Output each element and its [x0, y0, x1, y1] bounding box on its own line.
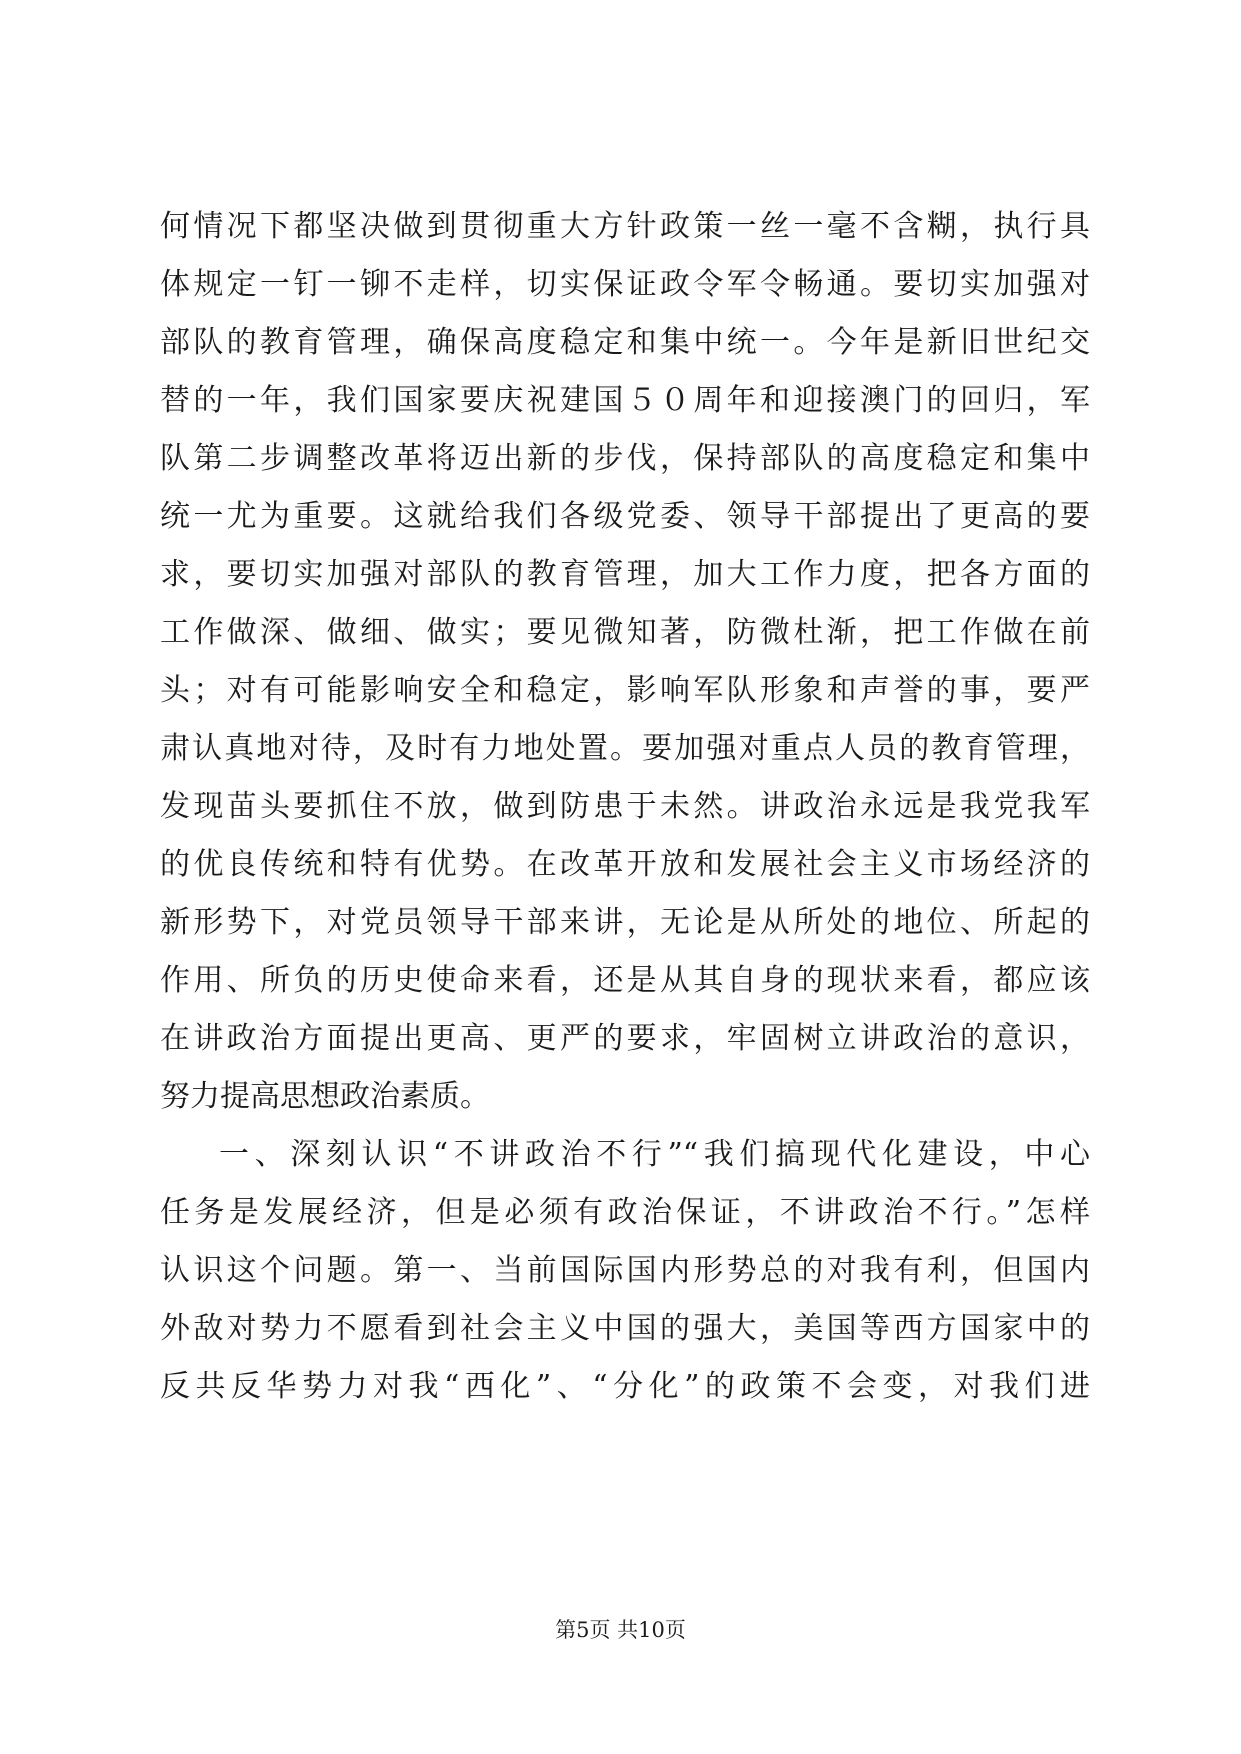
text-line: 头；对有可能影响安全和稳定，影响军队形象和声誉的事，要严 — [160, 673, 1090, 708]
text-line: 肃认真地对待，及时有力地处置。要加强对重点人员的教育管理， — [160, 731, 1090, 766]
text-line: 何情况下都坚决做到贯彻重大方针政策一丝一毫不含糊，执行具 — [160, 209, 1090, 244]
text-line: 工作做深、做细、做实；要见微知著，防微杜渐，把工作做在前 — [160, 615, 1090, 650]
text-line: 部队的教育管理，确保高度稳定和集中统一。今年是新旧世纪交 — [160, 325, 1090, 360]
section-heading-line: 一、深刻认识“不讲政治不行”“我们搞现代化建设，中心 — [219, 1137, 1090, 1172]
text-line: 求，要切实加强对部队的教育管理，加大工作力度，把各方面的 — [160, 557, 1090, 592]
text-line: 队第二步调整改革将迈出新的步伐，保持部队的高度稳定和集中 — [160, 441, 1090, 476]
text-line: 认识这个问题。第一、当前国际国内形势总的对我有利，但国内 — [160, 1253, 1090, 1288]
text-line: 替的一年，我们国家要庆祝建国５０周年和迎接澳门的回归，军 — [160, 383, 1090, 418]
text-line: 统一尤为重要。这就给我们各级党委、领导干部提出了更高的要 — [160, 499, 1090, 534]
text-line: 反共反华势力对我“西化”、“分化”的政策不会变，对我们进 — [160, 1369, 1090, 1404]
text-line: 发现苗头要抓住不放，做到防患于未然。讲政治永远是我党我军 — [160, 789, 1090, 824]
text-line: 的优良传统和特有优势。在改革开放和发展社会主义市场经济的 — [160, 847, 1090, 882]
text-line: 努力提高思想政治素质。 — [160, 1079, 490, 1114]
text-line: 外敌对势力不愿看到社会主义中国的强大，美国等西方国家中的 — [160, 1311, 1090, 1346]
text-line: 作用、所负的历史使命来看，还是从其自身的现状来看，都应该 — [160, 963, 1090, 998]
page-number-footer: 第5页 共10页 — [555, 1618, 686, 1642]
text-line: 体规定一钉一铆不走样，切实保证政令军令畅通。要切实加强对 — [160, 267, 1090, 302]
text-line: 任务是发展经济，但是必须有政治保证，不讲政治不行。”怎样 — [160, 1195, 1090, 1230]
text-line: 在讲政治方面提出更高、更严的要求，牢固树立讲政治的意识， — [160, 1021, 1090, 1056]
text-line: 新形势下，对党员领导干部来讲，无论是从所处的地位、所起的 — [160, 905, 1090, 940]
